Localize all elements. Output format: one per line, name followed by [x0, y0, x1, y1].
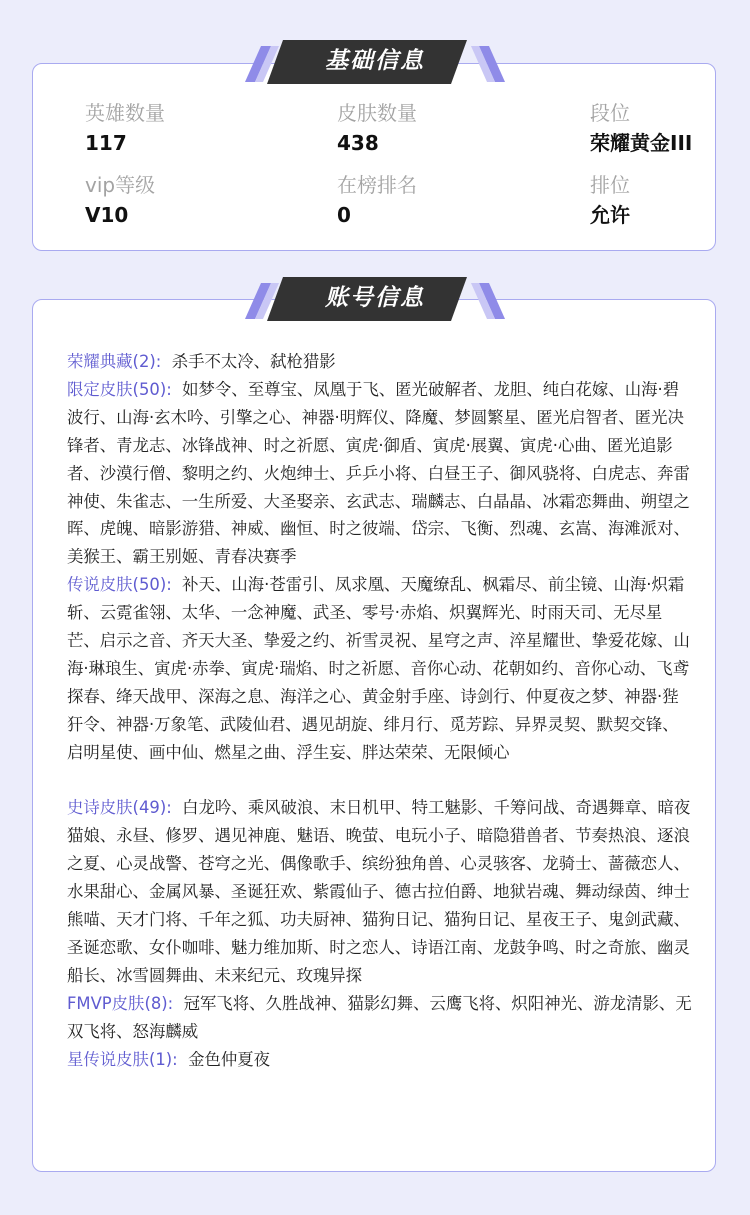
stat-label: 段位: [590, 101, 630, 125]
stat-label: 皮肤数量: [337, 101, 417, 125]
stat-hero-count: [85, 98, 165, 158]
stat-rank-tier: [590, 98, 692, 158]
skin-category-legend: [67, 571, 693, 766]
skin-category-epic: [67, 794, 693, 989]
category-label: 限定皮肤(50):: [67, 379, 172, 399]
skin-list: [67, 348, 693, 1074]
spacer: [67, 767, 693, 795]
category-items: 如梦令、至尊宝、凤凰于飞、匿光破解者、龙胆、纯白花嫁、山海·碧波行、山海·玄木吟、引擎之心、神器·明辉仪、降魔、梦圆繁星、匿光启智者、匿光决锋者、青龙志、冰锋战神、时之祈愿、寅虎·御盾、寅虎·展翼、寅虎·心曲、匿光追影者、沙漠行僧、黎明之约、火炮绅士、乒乒小将、白昼王子、御风骁将、白虎志、奔雷神使、朱雀志、一生所爱、大圣娶亲、玄武志、瑞麟志、白晶晶、冰霜恋舞曲、朔望之晖、虎魄、暗影游猎、神威、幽恒、时之彼端、岱宗、飞衡、烈魂、玄嵩、海滩派对、美猴王、霸王别姬、青春决赛季: [67, 379, 690, 567]
stat-skin-count: [337, 98, 417, 158]
basic-info-title: 基础信息: [325, 48, 425, 74]
stat-label: 在榜排名: [337, 173, 417, 197]
stat-label: 英雄数量: [85, 101, 165, 125]
stat-value: 0: [337, 203, 351, 227]
stat-value: 438: [337, 131, 379, 155]
category-items: 冠军飞将、久胜战神、猫影幻舞、云鹰飞将、炽阳神光、游龙清影、无双飞将、怒海麟威: [67, 993, 692, 1041]
category-label: FMVP皮肤(8):: [67, 993, 174, 1013]
stat-value: V10: [85, 203, 129, 227]
category-items: 金色仲夏夜: [188, 1049, 271, 1069]
category-items: 杀手不太冷、弑枪猎影: [171, 352, 336, 371]
stat-value: 117: [85, 131, 127, 155]
stat-value: 允许: [590, 203, 630, 227]
category-items: 补天、山海·苍雷引、凤求凰、天魔缭乱、枫霜尽、前尘镜、山海·炽霜斩、云霓雀翎、太华、一念神魔、武圣、零号·赤焰、炽翼辉光、时雨天司、无尽星芒、启示之音、齐天大圣、挚爱之约、祈雪灵祝、星穹之声、淬星耀世、挚爱花嫁、山海·琳琅生、寅虎·赤拳、寅虎·瑞焰、时之祈愿、音你心动、花朝如约、音你心动、飞鸢探春、绛天战甲、深海之息、海洋之心、黄金射手座、诗剑行、仲夏夜之梦、神器·狴犴令、神器·万象笔、武陵仙君、遇见胡旋、绯月行、觅芳踪、异界灵契、默契交锋、启明星使、画中仙、燃星之曲、浮生妄、胖达荣荣、无限倾心: [67, 575, 690, 762]
basic-info-banner: [245, 38, 505, 86]
stat-value: 荣耀黄金III: [590, 131, 693, 155]
category-label: 星传说皮肤(1):: [67, 1049, 178, 1069]
basic-info-card: [32, 63, 716, 251]
skin-category-fmvp: [67, 990, 693, 1046]
skin-category-star-legend: [67, 1046, 693, 1074]
account-info-card: [32, 299, 716, 1172]
category-items: 白龙吟、乘风破浪、末日机甲、特工魅影、千筹问战、奇遇舞章、暗夜猫娘、永昼、修罗、遇见神鹿、魅语、晚萤、电玩小子、暗隐猎兽者、节奏热浪、逐浪之夏、心灵战警、苍穹之光、偶像歌手、缤纷独角兽、心灵骇客、龙骑士、蔷薇恋人、水果甜心、金属风暴、圣诞狂欢、紫霞仙子、德古拉伯爵、地狱岩魂、舞动绿茵、绅士熊喵、天才门将、千年之狐、功夫厨神、猫狗日记、猫狗日记、星夜王子、鬼剑武藏、圣诞恋歌、女仆咖啡、魅力维加斯、时之恋人、诗语江南、龙鼓争鸣、时之奇旅、幽灵船长、冰雪圆舞曲、未来纪元、玫瑰异探: [67, 798, 691, 985]
stat-leaderboard-rank: [337, 170, 417, 230]
stat-ranked-allowed: [590, 170, 630, 230]
skin-category-limited: [67, 376, 693, 571]
stat-label: 排位: [590, 173, 630, 197]
category-label: 荣耀典藏(2):: [67, 352, 162, 371]
skin-category-glory: [67, 348, 693, 376]
account-info-title: 账号信息: [325, 285, 425, 311]
stat-vip-level: [85, 170, 155, 230]
stat-label: vip等级: [85, 173, 156, 197]
account-info-banner: [245, 275, 505, 323]
category-label: 史诗皮肤(49):: [67, 798, 172, 818]
category-label: 传说皮肤(50):: [67, 575, 172, 595]
